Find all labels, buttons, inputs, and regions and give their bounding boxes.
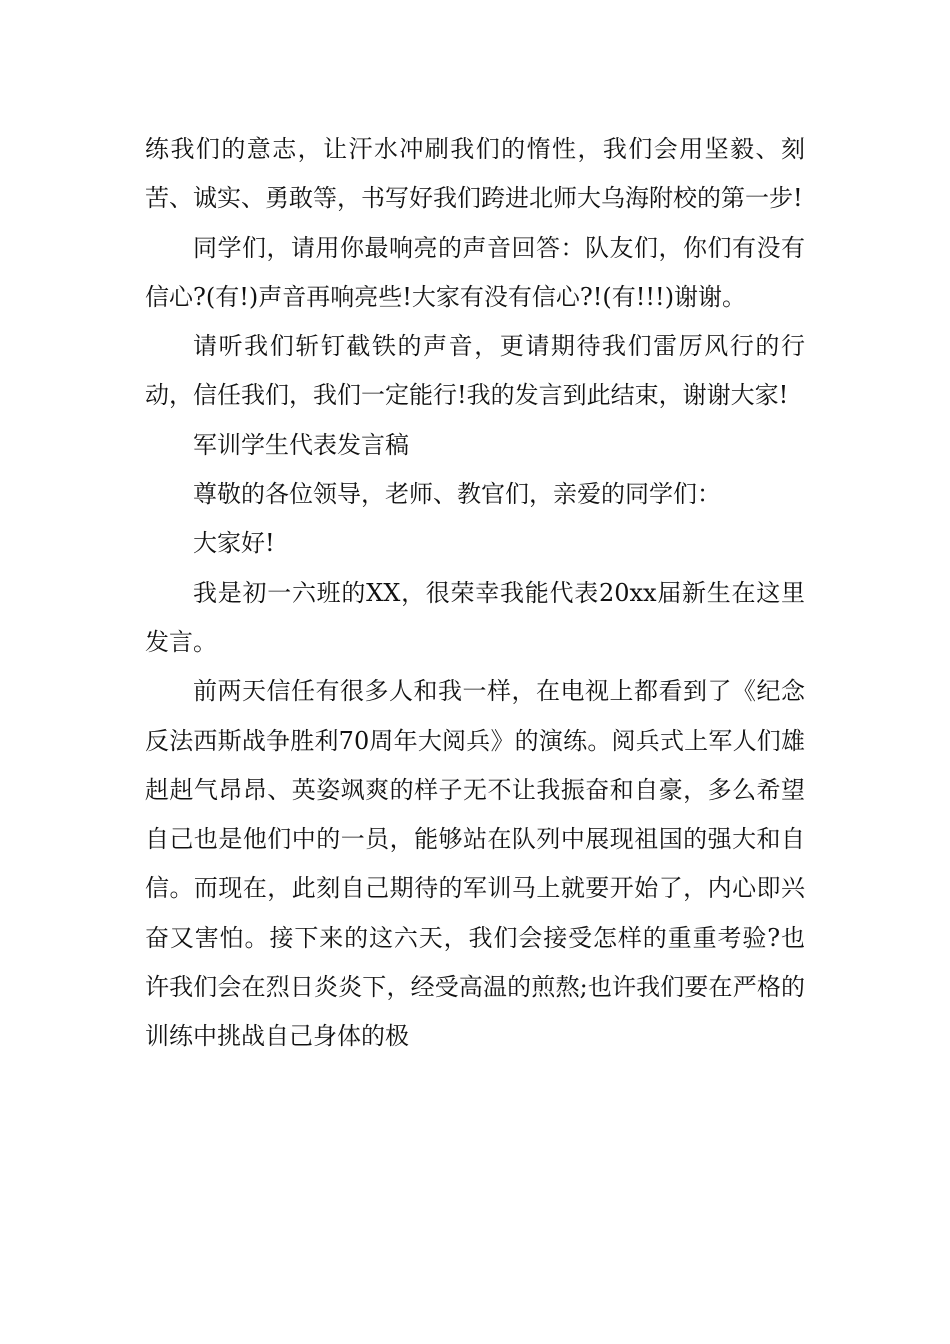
paragraph-confidence-call: 同学们，请用你最响亮的声音回答：队友们，你们有没有信心?(有!)声音再响亮些!大家有没有信心?!(有!!!)谢谢。 bbox=[145, 233, 805, 311]
greeting: 大家好! bbox=[193, 529, 275, 558]
paragraph-closing: 请听我们斩钉截铁的声音，更请期待我们雷厉风行的行动，信任我们，我们一定能行!我的发言到此结束，谢谢大家! bbox=[145, 332, 805, 410]
section-title: 军训学生代表发言稿 bbox=[193, 430, 409, 459]
paragraph-parade: 前两天信任有很多人和我一样，在电视上都看到了《纪念反法西斯战争胜利70周年大阅兵》的演练。阅兵式上军人们雄赳赳气昂昂、英姿飒爽的样子无不让我振奋和自豪，多么希望自己也是他们中的一员，能够站在队列中展现祖国的强大和自信。而现在，此刻自己期待的军训马上就要开始了，内心即兴奋又害怕。接下来的这六天，我们会接受怎样的重重考验?也许我们会在烈日炎炎下，经受高温的煎熬;也许我们要在严格的训练中挑战自己身体的极 bbox=[145, 677, 805, 1051]
paragraph-continuation: 练我们的意志，让汗水冲刷我们的惰性，我们会用坚毅、刻苦、诚实、勇敢等，书写好我们跨进北师大乌海附校的第一步! bbox=[145, 135, 805, 213]
document-body bbox=[145, 125, 805, 1062]
salutation: 尊敬的各位领导，老师、教官们，亲爱的同学们： bbox=[193, 480, 721, 509]
paragraph-introduction: 我是初一六班的XX，很荣幸我能代表20xx届新生在这里发言。 bbox=[145, 578, 805, 656]
